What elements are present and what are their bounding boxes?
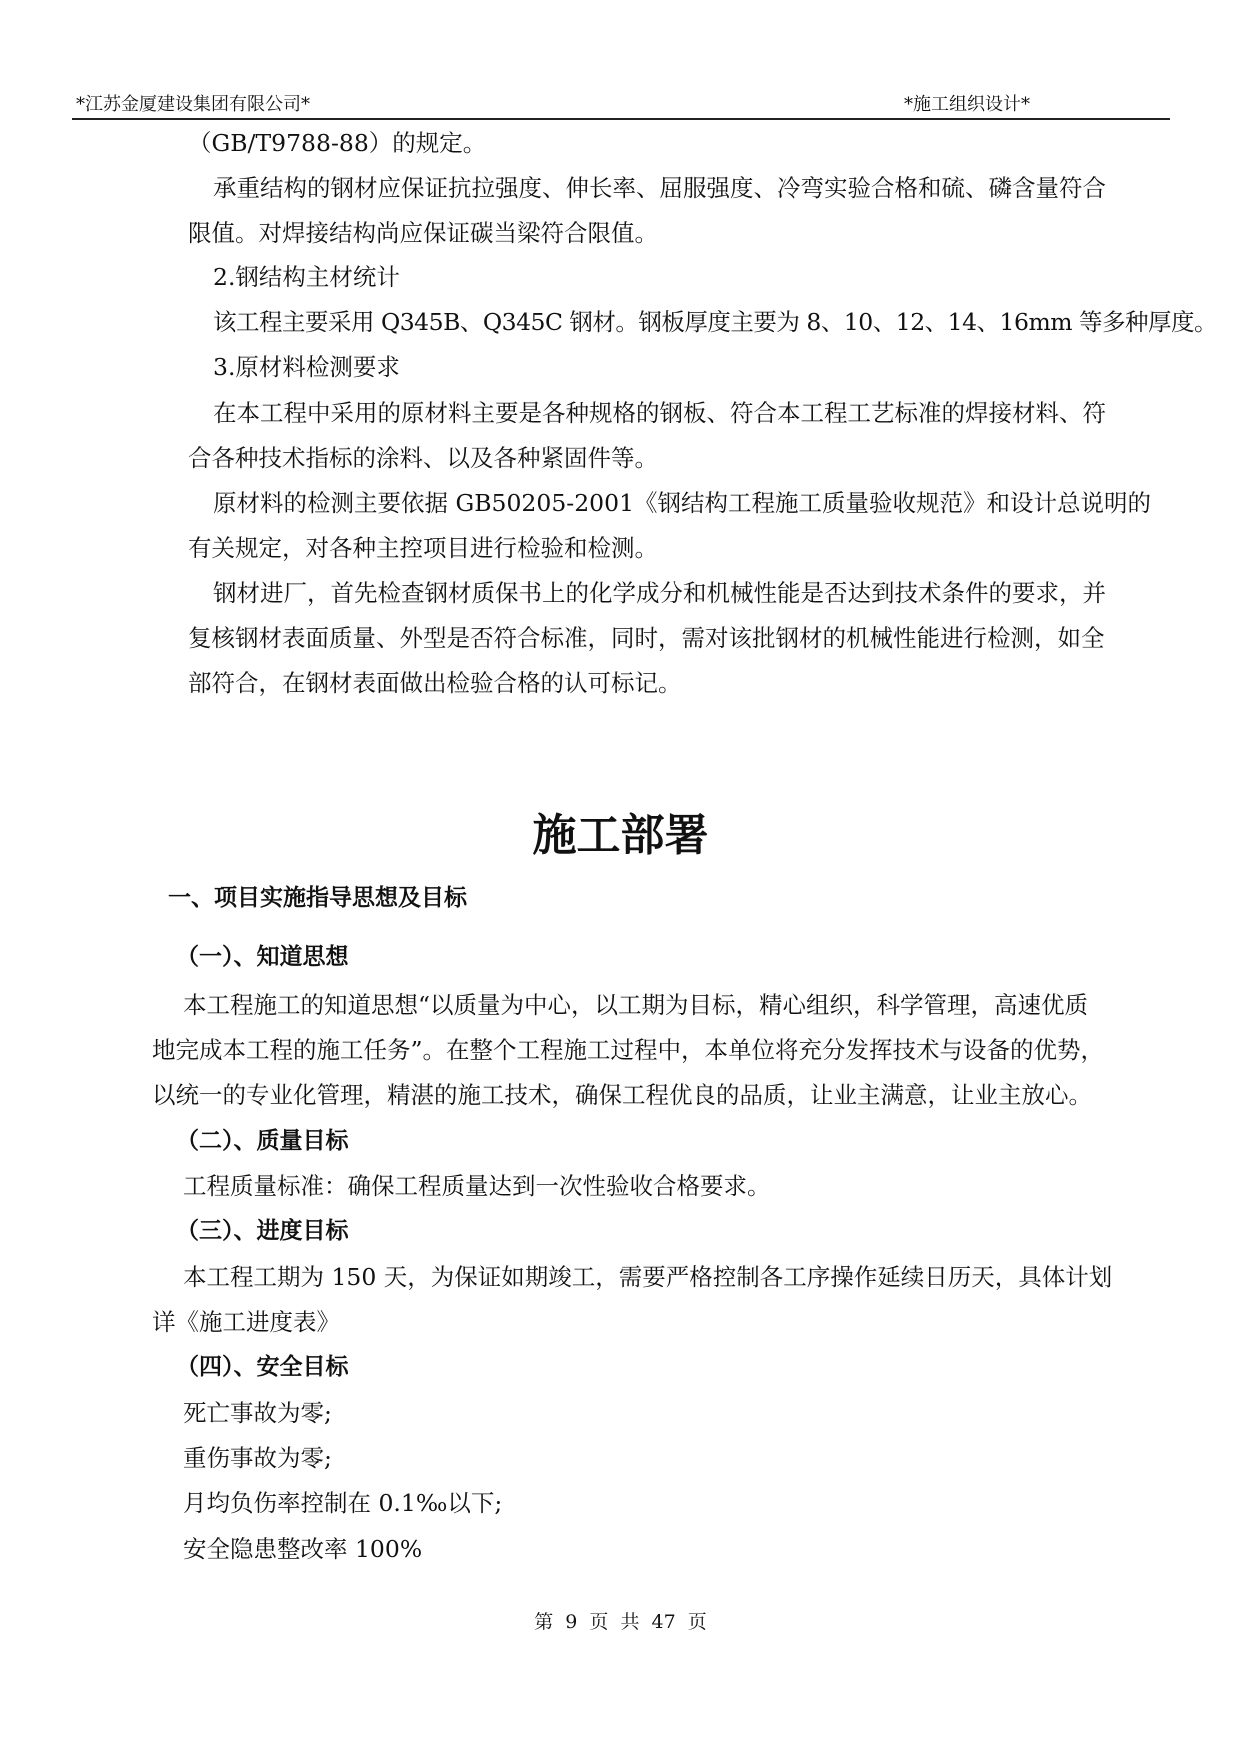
heading-level-2: （三）、进度目标 [176, 1218, 349, 1244]
subheading-line: 3.原材料检测要求 [213, 353, 400, 381]
paragraph-line: 合各种技术指标的涂料、以及各种紧固件等。 [188, 444, 658, 472]
paragraph-line: 以统一的专业化管理，精湛的施工技术，确保工程优良的品质，让业主满意，让业主放心。 [152, 1081, 1092, 1109]
subheading-line: 2.钢结构主材统计 [213, 263, 400, 291]
paragraph-line: 承重结构的钢材应保证抗拉强度、伸长率、屈服强度、冷弯实验合格和硫、磷含量符合 [213, 174, 1106, 202]
paragraph-line: （GB/T9788-88）的规定。 [188, 129, 487, 157]
paragraph-line: 限值。对焊接结构尚应保证碳当梁符合限值。 [188, 219, 658, 247]
page-header [72, 88, 1170, 120]
paragraph-line: 本工程施工的知道思想“以质量为中心，以工期为目标，精心组织，科学管理，高速优质 [183, 991, 1089, 1019]
paragraph-line: 复核钢材表面质量、外型是否符合标准，同时，需对该批钢材的机械性能进行检测，如全 [188, 624, 1105, 652]
heading-level-2: （一）、知道思想 [176, 944, 349, 970]
paragraph-line: 该工程主要采用 Q345B、Q345C 钢材。钢板厚度主要为 8、10、12、14、16mm 等多种厚度。 [213, 308, 1217, 336]
paragraph-line: 工程质量标准：确保工程质量达到一次性验收合格要求。 [183, 1172, 771, 1200]
header-company: *江苏金厦建设集团有限公司* [76, 94, 310, 115]
paragraph-line: 部符合，在钢材表面做出检验合格的认可标记。 [188, 669, 682, 697]
paragraph-line: 地完成本工程的施工任务”。在整个工程施工过程中，本单位将充分发挥技术与设备的优势， [152, 1036, 1105, 1064]
paragraph-line: 钢材进厂，首先检查钢材质保书上的化学成分和机械性能是否达到技术条件的要求，并 [213, 579, 1106, 607]
paragraph-line: 有关规定，对各种主控项目进行检验和检测。 [188, 534, 658, 562]
heading-level-2: （四）、安全目标 [176, 1354, 349, 1380]
header-document-title: *施工组织设计* [904, 94, 1030, 115]
list-item: 安全隐患整改率 100% [183, 1535, 423, 1563]
paragraph-line: 详《施工进度表》 [152, 1308, 340, 1336]
paragraph-line: 本工程工期为 150 天，为保证如期竣工，需要严格控制各工序操作延续日历天，具体计划 [183, 1263, 1113, 1291]
heading-level-2: （二）、质量目标 [176, 1128, 349, 1154]
list-item: 死亡事故为零; [183, 1399, 332, 1427]
section-title: 施工部署 [532, 810, 709, 861]
page-number: 第 9 页 共 47 页 [534, 1611, 707, 1633]
paragraph-line: 在本工程中采用的原材料主要是各种规格的钢板、符合本工程工艺标准的焊接材料、符 [213, 399, 1106, 427]
paragraph-line: 原材料的检测主要依据 GB50205-2001《钢结构工程施工质量验收规范》和设计总说明的 [213, 489, 1152, 517]
heading-level-1: 一、项目实施指导思想及目标 [168, 885, 467, 911]
list-item: 月均负伤率控制在 0.1‰以下; [183, 1489, 503, 1517]
list-item: 重伤事故为零; [183, 1444, 332, 1472]
